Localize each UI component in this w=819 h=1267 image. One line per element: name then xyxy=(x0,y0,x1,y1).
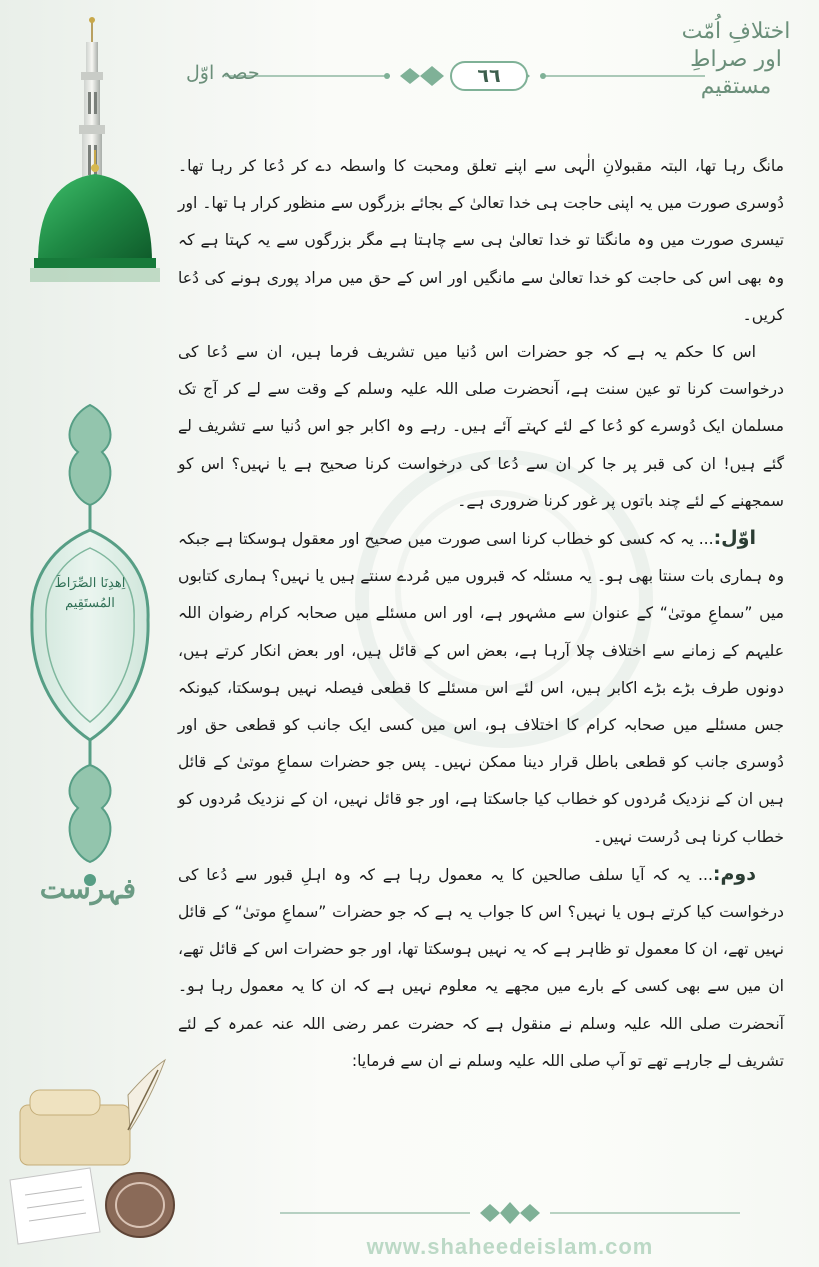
paragraph-2: اس کا حکم یہ ہے کہ جو حضرات اس دُنیا میں تشریف فرما ہیں، ان سے دُعا کی درخواست کرنا تو عین سنت ہے، آنحضرت صلی اللہ علیہ وسلم کے وقت سے لے کر آج تک مسلمان ایک دُوسرے کو دُعا کے لئے کہتے آئے ہیں۔ رہے وہ اکابر جو اس دُنیا سے تشریف لے گئے ہیں! ان کی قبر پر جا کر ان سے دُعا کی درخواست کرنا صحیح ہے یا نہیں؟ اس کو سمجھنے کے لئے چند باتوں پر غور کرنا ضروری ہے۔ xyxy=(178,343,784,510)
section-label: حصہ اوّل xyxy=(186,62,260,84)
scroll-quill-icon xyxy=(20,1060,165,1165)
point-label-first: اوّل: xyxy=(713,527,756,550)
paragraph-4-text: ... یہ کہ آیا سلف صالحین کا یہ معمول رہا ہے کہ وہ اہلِ قبور سے دُعا کی درخواست کیا کرتے ہوں یا نہیں؟ اس کا جواب یہ ہے کہ جو حضرات ”سماعِ موتیٰ“ کے قائل نہیں تھے، ان کا معمول تو ظاہر ہے کہ یہ نہیں ہوسکتا تھا، اور جو حضرات اس کے قائل تھے، ان میں سے بھی کسی کے بارے میں مجھے یہ معلوم نہیں ہے کہ ان کا یہ معمول رہا ہو۔ آنحضرت صلی اللہ علیہ وسلم نے منقول ہے کہ حضرت عمر رضی اللہ عنہ عمرہ کے لئے تشریف لے جارہے تھے تو آپ صلی اللہ علیہ وسلم نے ان سے فرمایا: xyxy=(178,865,784,1070)
sidebar-decoration xyxy=(0,0,175,1267)
table-of-contents-link[interactable]: فہرست xyxy=(39,872,136,905)
main-text xyxy=(178,148,784,1208)
paper-seal-icon xyxy=(10,1168,174,1244)
ornamental-panel xyxy=(32,405,148,886)
paragraph-4 xyxy=(178,856,784,1080)
point-label-second: دوم: xyxy=(712,862,756,885)
paragraph-3 xyxy=(178,520,784,856)
paragraph-3-text: ... یہ کہ کسی کو خطاب کرنا اسی صورت میں صحیح اور معقول ہوسکتا ہے جبکہ وہ ہماری بات سنتا بھی ہو۔ یہ مسئلہ کہ قبروں میں مُردے سنتے ہیں یا نہیں؟ ہماری کتابوں میں ”سماعِ موتیٰ“ کے عنوان سے مشہور ہے، اور اس مسئلے میں صحابہ کرام رضوان اللہ علیہم کے زمانے سے اختلاف چلا آرہا ہے، بعض اس کے قائل ہیں، اور بعض انکار کرتے ہیں، دونوں طرف بڑے بڑے اکابر ہیں، اس لئے اس مسئلے کا قطعی فیصلہ نہیں ہوسکتا، کیونکہ جس مسئلے میں صحابہ کرام کا اختلاف ہو، اس میں کسی ایک جانب کو قطعی حق اور دُوسری جانب کو قطعی باطل قرار دینا ممکن نہیں۔ پس جو حضرات سماعِ موتیٰ کے قائل ہیں ان کے نزدیک مُردوں کو خطاب کیا جاسکتا ہے، اور جو قائل نہیں، ان کے نزدیک مُردوں کو خطاب کرنا ہی دُرست نہیں۔ xyxy=(178,530,784,846)
panel-calligraphy: اِهدِنَا الصِّرَاطَ المُستَقِيم xyxy=(54,576,126,611)
footer-ornament xyxy=(270,1198,750,1228)
green-dome-icon xyxy=(30,150,160,282)
book-title-line2: اور صراطِ مستقیم xyxy=(690,46,782,99)
book-title-line1: اختلافِ اُمّت xyxy=(681,19,791,44)
paragraph-1: مانگ رہا تھا، البتہ مقبولانِ الٰہی سے اپنے تعلق ومحبت کا واسطہ دے کر دُعا کر رہا تھا۔ دُوسری صورت میں یہ اپنی حاجت ہی خدا تعالیٰ کے بجائے بزرگوں سے منظور کرار ہا تھا۔ اور تیسری صورت میں وہ مانگتا تو خدا تعالیٰ ہی سے چاہتا ہے مگر بزرگوں سے یہ کہتا ہے کہ وہ بھی اس کی حاجت کو خدا تعالیٰ سے مانگیں اور اس کے حق میں مراد پوری ہونے کی دُعا کریں۔ xyxy=(178,157,784,324)
page-number: ٦٦ xyxy=(477,65,501,87)
website-url[interactable]: www.shaheedeislam.com xyxy=(366,1234,654,1259)
